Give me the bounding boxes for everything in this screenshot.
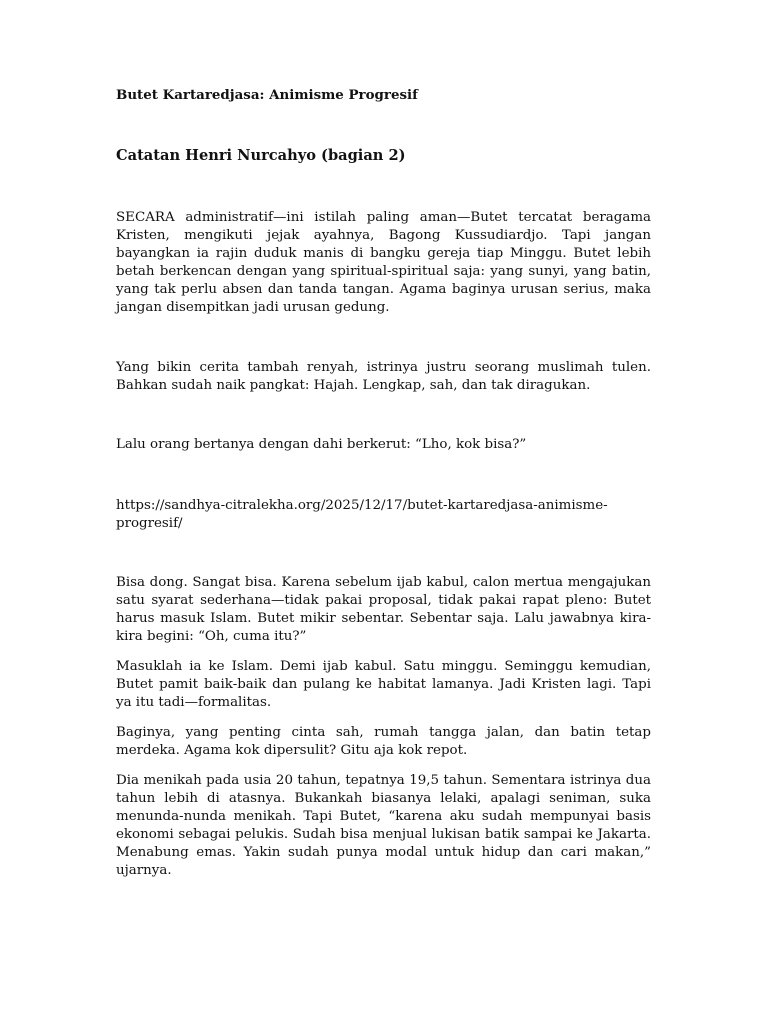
- paragraph-4: Bisa dong. Sangat bisa. Karena sebelum ijab kabul, calon mertua mengajukan satu syarat sederhana—tidak pakai proposal, tidak pakai rapat pleno: Butet harus masuk Islam. Butet mikir sebentar. Sebentar saja. Lalu jawabnya kira-kira begini: “Oh, cuma itu?”: [116, 575, 651, 644]
- document-title: Butet Kartaredjasa: Animisme Progresif: [116, 87, 418, 103]
- paragraph-5: Masuklah ia ke Islam. Demi ijab kabul. Satu minggu. Seminggu kemudian, Butet pamit baik-baik dan pulang ke habitat lamanya. Jadi Kristen lagi. Tapi ya itu tadi—formalitas.: [116, 659, 651, 710]
- paragraph-3: Lalu orang bertanya dengan dahi berkerut: “Lho, kok bisa?”: [116, 437, 527, 452]
- paragraph-6: Baginya, yang penting cinta sah, rumah tangga jalan, dan batin tetap merdeka. Agama kok dipersulit? Gitu aja kok repot.: [116, 725, 651, 758]
- document-subtitle: Catatan Henri Nurcahyo (bagian 2): [116, 147, 406, 164]
- source-url[interactable]: https://sandhya-citralekha.org/2025/12/17/butet-kartaredjasa-animisme-progresif/: [116, 498, 608, 531]
- paragraph-2: Yang bikin cerita tambah renyah, istrinya justru seorang muslimah tulen. Bahkan sudah naik pangkat: Hajah. Lengkap, sah, dan tak diragukan.: [116, 360, 651, 393]
- paragraph-1: SECARA administratif—ini istilah paling aman—Butet tercatat beragama Kristen, mengikuti jejak ayahnya, Bagong Kussudiardjo. Tapi jangan bayangkan ia rajin duduk manis di bangku gereja tiap Minggu. Butet lebih betah berkencan dengan yang spiritual-spiritual saja: yang sunyi, yang batin, yang tak perlu absen dan tanda tangan. Agama baginya urusan serius, maka jangan disempitkan jadi urusan gedung.: [116, 210, 651, 315]
- paragraph-7: Dia menikah pada usia 20 tahun, tepatnya 19,5 tahun. Sementara istrinya dua tahun lebih di atasnya. Bukankah biasanya lelaki, apalagi seniman, suka menunda-nunda menikah. Tapi Butet, “karena aku sudah mempunyai basis ekonomi sebagai pelukis. Sudah bisa menjual lukisan batik sampai ke Jakarta. Menabung emas. Yakin sudah punya modal untuk hidup dan cari makan,” ujarnya.: [116, 773, 651, 878]
